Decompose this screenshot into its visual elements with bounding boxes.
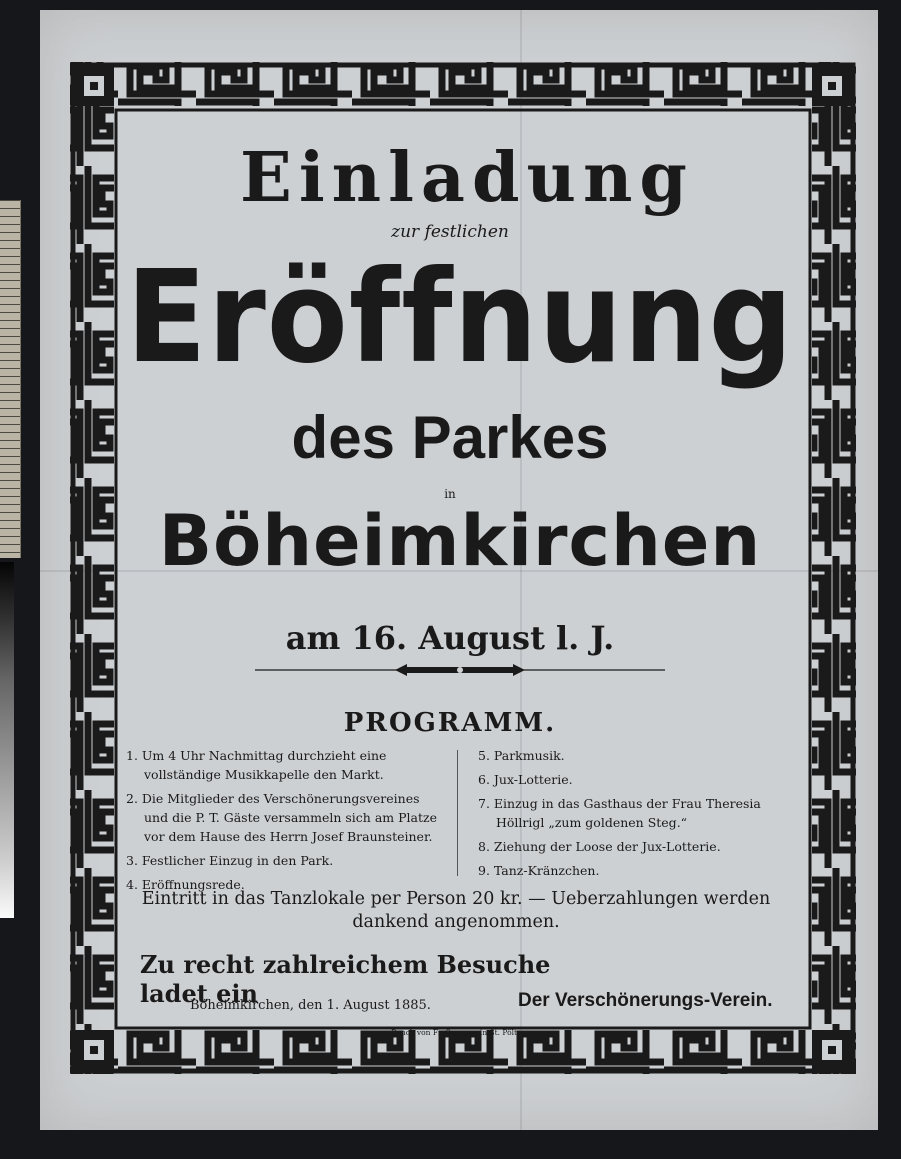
ornamental-divider	[255, 662, 665, 678]
poster-title: Einladung	[240, 138, 694, 218]
greyscale-strip	[0, 562, 14, 918]
signature: Der Verschönerungs-Verein.	[518, 990, 773, 1011]
poster-subtitle: zur festlichen	[391, 222, 509, 242]
column-separator	[457, 750, 458, 876]
program-heading: PROGRAMM.	[343, 708, 557, 738]
program-item-3: 3. Festlicher Einzug in den Park.	[126, 853, 334, 868]
program-item-8: 8. Ziehung der Loose der Jux-Lotterie.	[478, 839, 721, 854]
program-list-right	[478, 746, 808, 885]
main-headline: Eröffnung	[125, 242, 795, 392]
program-item-1: 1. Um 4 Uhr Nachmittag durchzieht eine vollständige Musikkapelle den Markt.	[126, 748, 387, 782]
headline-parkes: des Parkes	[291, 404, 609, 471]
connector-in: in	[444, 487, 456, 501]
invitation-line: Zu recht zahlreichem Besuche ladet ein	[140, 950, 551, 1008]
program-item-4: 4. Eröffnungsrede.	[126, 877, 245, 892]
poster-sheet	[40, 10, 878, 1130]
place-name: Böheimkirchen	[158, 500, 762, 582]
program-item-5: 5. Parkmusik.	[478, 748, 565, 763]
program-list-left	[126, 746, 446, 899]
program-item-2: 2. Die Mitglieder des Verschönerungsvereines und die P. T. Gäste versammeln sich am Platze vor dem Hause des Herrn Josef Braunsteiner.	[126, 791, 437, 844]
printer-imprint: Druck von Fr. Sommer in St. Pölten.	[391, 1028, 529, 1037]
measuring-ruler	[0, 200, 21, 558]
program-item-9: 9. Tanz-Kränzchen.	[478, 863, 600, 878]
program-item-7: 7. Einzug in das Gasthaus der Frau Theresia Höllrigl „zum goldenen Steg.“	[478, 796, 761, 830]
event-date: am 16. August l. J.	[285, 619, 615, 657]
program-item-6: 6. Jux-Lotterie.	[478, 772, 573, 787]
place-date: Böheimkirchen, den 1. August 1885.	[190, 998, 431, 1013]
entry-note: Eintritt in das Tanzlokale per Person 20 kr. — Ueberzahlungen werden dankend angenommen.	[141, 889, 771, 932]
